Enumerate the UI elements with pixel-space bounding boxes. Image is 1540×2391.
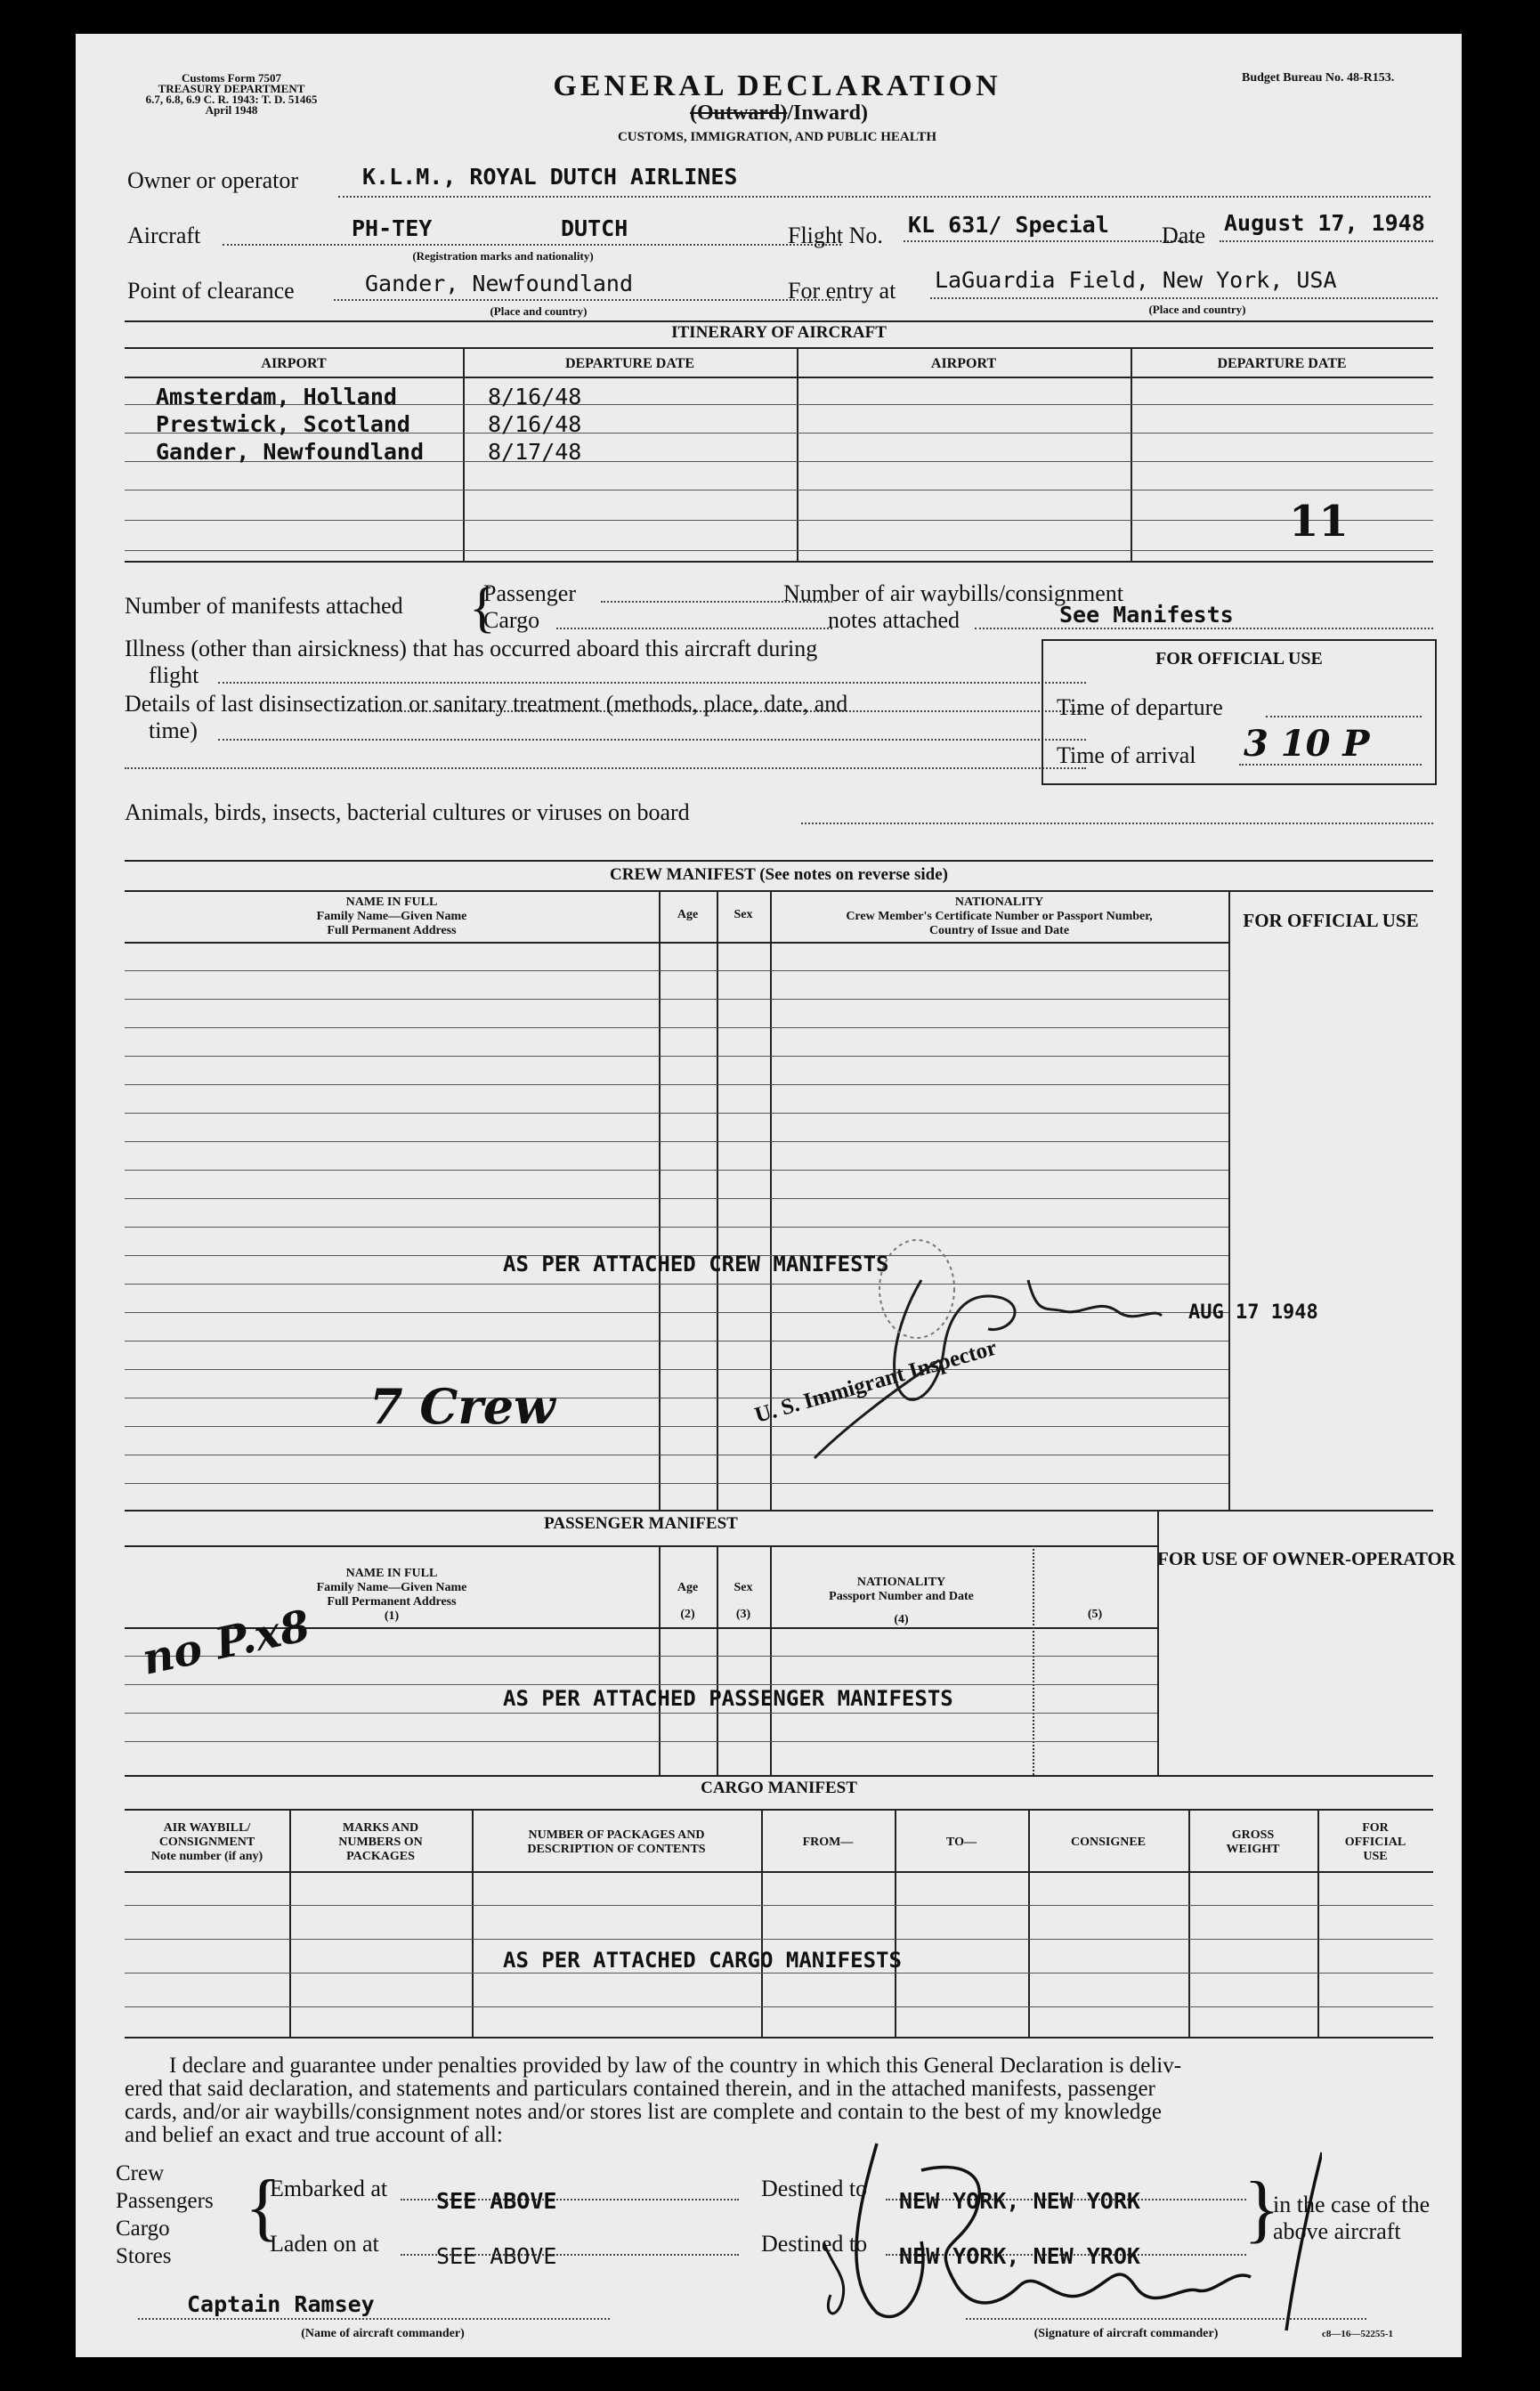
declaration-text [125,2055,1433,2147]
disinsect-label-2: time) [149,717,198,743]
crew-ruled-line [125,970,1228,971]
form-direction [690,101,868,126]
print-code: c8—16—52255-1 [1322,2329,1394,2339]
date-label: Date [1162,223,1206,248]
laden-label: Laden on at [270,2231,379,2257]
cargo-col-marks-3: PACKAGES [346,1850,415,1863]
cargo-col-waybill-1: AIR WAYBILL/ [163,1821,251,1835]
cargo-col-marks-1: MARKS AND [342,1821,419,1835]
declaration-line: and belief an exact and true account of all: [125,2123,503,2147]
aircraft-registration: PH-TEY [352,215,433,241]
itinerary-row-date: 8/16/48 [488,384,582,409]
crew-ruled-line [125,1027,1228,1028]
passenger-col-nationality [770,1576,1033,1627]
form-number: Customs Form 7507 [182,71,281,85]
crew-col-nat-3: Country of Issue and Date [928,924,1070,937]
waybills-label-1: Number of air waybills/consignment [783,580,1123,606]
passenger-col-num-2: (2) [680,1608,695,1621]
cargo-col-number [472,1828,761,1857]
official-arrival-label: Time of arrival [1057,742,1196,768]
official-use-box [1042,639,1437,785]
animals-label: Animals, birds, insects, bacterial cultures or viruses on board [125,799,690,825]
crew-count-note: 7 Crew [369,1378,555,1435]
declaration-line: ered that said declaration, and statements and particulars contained therein, and in the attached manifests, passenger [125,2077,1155,2101]
manifests-bracket: { [469,578,496,638]
cargo-col-official [1317,1821,1433,1864]
crew-col-official: FOR OFFICIAL USE [1243,910,1419,931]
direction-struck: (Outward) [690,101,788,125]
inspector-stamp: U. S. Immigrant Inspector [752,1335,1000,1428]
official-arrival-value: 3 10 P [1244,723,1370,765]
itinerary-col-departure-1: DEPARTURE DATE [564,356,695,371]
declaration-stores: Stores [116,2244,172,2268]
declaration-bracket-right: } [1244,2167,1280,2250]
cargo-col-waybill-3: Note number (if any) [150,1850,263,1863]
commander-name: Captain Ramsey [187,2291,375,2317]
waybills-label-2: notes attached [828,607,960,633]
declaration-passengers: Passengers [116,2189,214,2213]
itinerary-airports [156,383,424,466]
cargo-body: AS PER ATTACHED CARGO MANIFESTS [503,1948,902,1973]
form-id-block [129,73,334,116]
crew-ruled-line [125,1084,1228,1085]
itinerary-row-airport: Amsterdam, Holland [156,384,397,409]
passenger-col-name-2: Family Name—Given Name [316,1581,467,1594]
illness-label-1: Illness (other than airsickness) that has occurred aboard this aircraft during [125,636,818,661]
itinerary-col-airport-2: AIRPORT [930,356,997,371]
owner-value: K.L.M., ROYAL DUTCH AIRLINES [362,164,738,190]
crew-title: CREW MANIFEST (See notes on reverse side) [610,865,948,884]
itinerary-col-airport-1: AIRPORT [261,356,327,371]
owner-label: Owner or operator [127,167,299,193]
flight-value: KL 631/ Special [908,212,1109,238]
passenger-title: PASSENGER MANIFEST [544,1514,738,1533]
cargo-col-from: FROM— [802,1836,854,1849]
destined-label-1: Destined to [761,2176,868,2201]
crew-col-name [125,896,659,938]
commander-caption: (Name of aircraft commander) [301,2327,465,2340]
declaration-line: I declare and guarantee under penalties provided by law of the country in which this General Declaration is deliv- [169,2054,1182,2078]
itinerary-dates [488,383,581,466]
cargo-col-gross [1188,1828,1317,1857]
passenger-col-age [659,1581,717,1622]
cargo-col-to: TO— [946,1836,977,1849]
aircraft-label: Aircraft [127,223,201,248]
cargo-col-waybill-2: CONSIGNMENT [158,1836,255,1849]
flight-label: Flight No. [788,223,883,248]
passenger-col-age-label: Age [677,1581,699,1594]
crew-ruled-line [125,1170,1228,1171]
cargo-col-official-1: FOR [1362,1821,1389,1835]
passenger-body: AS PER ATTACHED PASSENGER MANIFESTS [503,1686,953,1711]
official-use-title: FOR OFFICIAL USE [1155,649,1323,669]
crew-body: AS PER ATTACHED CREW MANIFESTS [503,1252,889,1277]
budget-number: Budget Bureau No. 48-R153. [1242,71,1395,85]
aircraft-caption: (Registration marks and nationality) [412,249,594,263]
passenger-col-nat-1: NATIONALITY [856,1576,946,1589]
itinerary-row-airport: Gander, Newfoundland [156,439,425,465]
manifests-passenger-label: Passenger [483,580,576,606]
cargo-col-number-1: NUMBER OF PACKAGES AND [528,1828,705,1842]
crew-col-nat-1: NATIONALITY [954,896,1044,909]
page-subtitle: CUSTOMS, IMMIGRATION, AND PUBLIC HEALTH [617,130,937,144]
passenger-count-note: no P.x8 [138,1601,314,1685]
destined-value-1: NEW YORK, NEW YORK [899,2188,1140,2214]
declaration-case-1: in the case of the [1273,2192,1431,2217]
official-departure-label: Time of departure [1057,694,1223,720]
passenger-col-sex-label: Sex [734,1581,753,1594]
crew-col-name-2: Family Name—Given Name [316,910,467,923]
crew-ruled-line [125,1483,1228,1484]
crew-ruled-line [125,1113,1228,1114]
date-value: August 17, 1948 [1224,210,1425,236]
passenger-col-num-5: (5) [1087,1608,1103,1621]
itinerary-col-departure-2: DEPARTURE DATE [1217,356,1347,371]
passenger-col-name [125,1567,659,1624]
disinsect-label-1: Details of last disinsectization or sanitary treatment (methods, place, date, and [125,691,848,717]
clearance-caption: (Place and country) [490,304,588,318]
waybills-value: See Manifests [1059,602,1234,628]
itinerary-title: ITINERARY OF AIRCRAFT [671,323,887,342]
itinerary-row-date: 8/17/48 [488,439,582,465]
declaration-line: cards, and/or air waybills/consignment notes and/or stores list are complete and contain to the best of my knowledge [125,2100,1162,2124]
crew-ruled-line [125,1141,1228,1142]
cargo-title: CARGO MANIFEST [701,1779,857,1797]
passenger-col-nat-2: Passport Number and Date [829,1590,974,1603]
form-department: TREASURY DEPARTMENT [158,82,305,95]
cargo-col-official-3: USE [1363,1850,1388,1863]
passenger-col-name-1: NAME IN FULL [345,1567,438,1580]
crew-ruled-line [125,1056,1228,1057]
embarked-label: Embarked at [270,2176,388,2201]
passenger-col-owner: FOR USE OF OWNER-OPERATOR [1157,1548,1456,1569]
cargo-col-gross-2: WEIGHT [1226,1843,1280,1856]
declaration-bracket: { [245,2165,281,2249]
passenger-col-num-4: (4) [894,1613,909,1626]
inspector-signature [761,1227,1224,1476]
passenger-col-num-3: (3) [735,1608,751,1621]
passenger-col-sex [717,1581,770,1622]
form-cfr: 6.7, 6.8, 6.9 C. R. 1943: T. D. 51465 [145,93,318,106]
stamp-date: AUG 17 1948 [1188,1301,1318,1324]
clearance-label: Point of clearance [127,278,295,304]
crew-col-age: Age [677,908,699,921]
crew-ruled-line [125,999,1228,1000]
illness-label-2: flight [149,662,199,688]
laden-value: SEE ABOVE [436,2243,557,2269]
passenger-col-name-3: Full Permanent Address [327,1595,457,1609]
crew-col-sex: Sex [734,908,753,921]
itinerary-mark: 11 [1289,497,1349,547]
direction-inward: /Inward) [787,101,869,125]
entry-caption: (Place and country) [1148,303,1246,316]
declaration-categories [116,2160,214,2270]
cargo-col-official-2: OFFICIAL [1344,1836,1406,1849]
entry-label: For entry at [788,278,896,304]
cargo-col-marks-2: NUMBERS ON [338,1836,423,1849]
crew-ruled-line [125,1198,1228,1199]
declaration-crew: Crew [116,2161,165,2185]
manifests-cargo-label: Cargo [483,607,540,633]
cargo-col-consignee: CONSIGNEE [1070,1836,1147,1849]
crew-col-nat-2: Crew Member's Certificate Number or Passport Number, [846,910,1153,923]
cargo-col-marks [289,1821,472,1864]
crew-col-name-1: NAME IN FULL [345,896,438,909]
page-title: GENERAL DECLARATION [553,69,1001,102]
embarked-value: SEE ABOVE [436,2188,557,2214]
commander-signature [823,2135,1322,2339]
itinerary-row-airport: Prestwick, Scotland [156,411,410,437]
declaration-form [76,34,1462,2357]
destined-value-2: NEW YORK, NEW YROK [899,2243,1140,2269]
cargo-col-number-2: DESCRIPTION OF CONTENTS [527,1843,706,1856]
entry-value: LaGuardia Field, New York, USA [935,267,1337,293]
crew-col-nationality [770,896,1228,938]
signature-caption: (Signature of aircraft commander) [1033,2327,1219,2340]
destined-label-2: Destined to [761,2231,868,2257]
cargo-col-waybill [125,1821,289,1864]
declaration-case-2: above aircraft [1273,2218,1401,2244]
passenger-col-num-1: (1) [384,1609,400,1623]
manifests-label: Number of manifests attached [125,593,403,619]
declaration-cargo: Cargo [116,2217,170,2241]
itinerary-row-date: 8/16/48 [488,411,582,437]
aircraft-nationality: DUTCH [561,215,628,241]
crew-col-name-3: Full Permanent Address [327,924,457,937]
cargo-col-gross-1: GROSS [1231,1828,1275,1842]
form-date: April 1948 [205,103,258,117]
clearance-value: Gander, Newfoundland [365,271,634,296]
